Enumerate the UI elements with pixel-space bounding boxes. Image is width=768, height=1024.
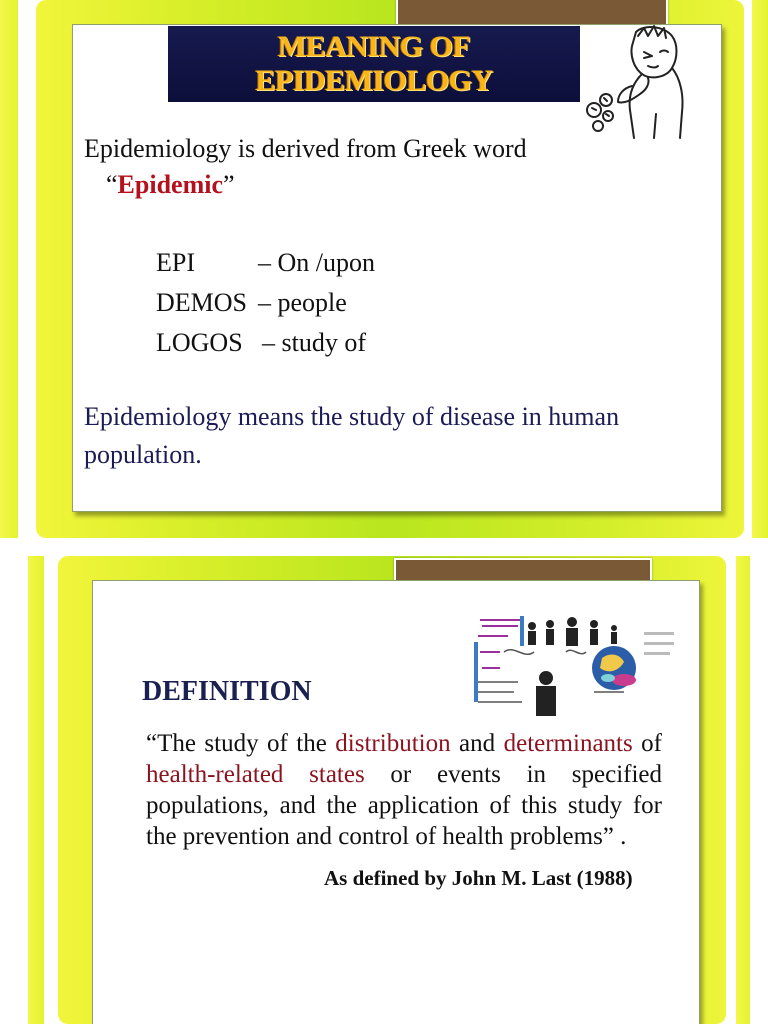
definition-quote (146, 728, 662, 852)
term-epi-meaning: – On /upon (258, 248, 375, 277)
greek-word: Epidemic (117, 170, 223, 199)
title-line-2: EPIDEMIOLOGY (255, 64, 493, 97)
term-demos-meaning: – people (258, 288, 347, 317)
greek-word-line (106, 170, 235, 200)
quote-close: ” (223, 170, 235, 199)
slide-2-edge-right (736, 556, 750, 1024)
term-logos-meaning: – study of (262, 328, 366, 357)
quote-part: of (632, 730, 663, 757)
intro-text: Epidemiology is derived from Greek word (84, 134, 527, 163)
slide-2-edge-left (28, 556, 44, 1024)
definition-heading: DEFINITION (142, 676, 312, 707)
slide-edge-right (752, 0, 768, 538)
meaning-line-2: population. (84, 440, 202, 469)
highlight-determinants: determinants (503, 730, 633, 757)
term-epi: EPI (156, 248, 195, 277)
people-collage-icon (474, 612, 680, 716)
meaning-line-1: Epidemiology means the study of disease in human (84, 402, 620, 431)
quote-open: “ (106, 170, 118, 199)
slide-edge-left (0, 0, 18, 538)
title-line-1: MEANING OF (277, 30, 471, 63)
term-demos: DEMOS (156, 288, 248, 317)
quote-part: “The study of the (146, 730, 336, 757)
term-logos: LOGOS (156, 328, 243, 357)
quote-part: or events in specified populations, and the application of this study for the prevention and control of health problems” . (146, 761, 663, 850)
quote-part: and (450, 730, 504, 757)
slide-1-title-banner (168, 26, 580, 102)
highlight-health-related-states: health-related states (146, 761, 365, 788)
sneezing-person-icon (584, 22, 694, 140)
citation: As defined by John M. Last (1988) (324, 866, 633, 890)
highlight-distribution: distribution (335, 730, 451, 757)
meaning-statement (84, 398, 704, 474)
